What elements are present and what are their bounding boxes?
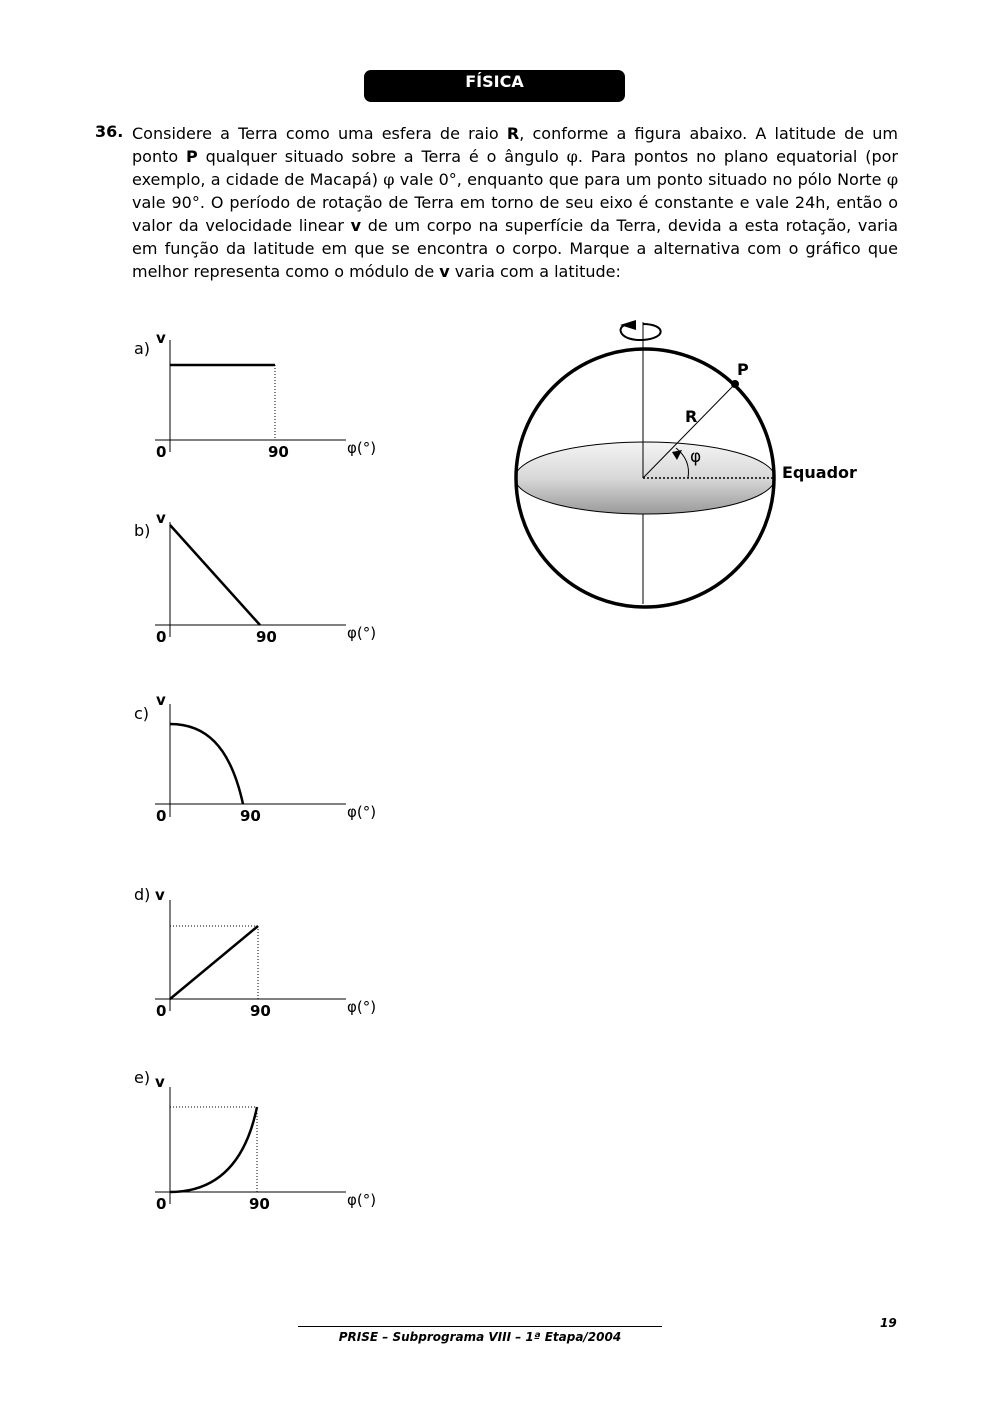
option-b-origin: 0 [156,628,167,646]
option-a-graph[interactable] [134,329,376,461]
option-d-curve [170,926,258,999]
option-c-curve [170,724,243,804]
option-e-origin: 0 [156,1195,167,1213]
radius-label: R [685,407,698,426]
option-c-ylabel: v [156,691,166,709]
page-number: 19 [880,1316,897,1330]
option-b-curve [170,525,260,625]
point-p-label: P [737,360,749,379]
option-b-graph[interactable] [134,509,376,646]
question-text: Considere a Terra como uma esfera de raio R, conforme a figura abaixo. A latitude de um ponto P qualquer situado sobre a Terra é o ângulo φ. Para pontos no plano equatorial (por exemplo, a cidade de Macapá) φ vale 0°, enquanto que para um ponto situado no pólo Norte φ vale 90°. O período de rotação de Terra em torno de seu eixo é constante e vale 24h, então o valor da velocidade linear v de um corpo na superfície da Terra, devida a esta rotação, varia em função da latitude em que se encontra o corpo. Marque a alternativa com o gráfico que melhor representa como o módulo de v varia com a latitude: [132,124,899,281]
option-b-ylabel: v [156,509,166,527]
option-b-letter: b) [134,521,151,540]
option-c-origin: 0 [156,807,167,825]
option-a-origin: 0 [156,443,167,461]
option-c-tick: 90 [240,807,261,825]
option-e-curve [170,1107,257,1192]
option-a-xlabel: φ(°) [347,439,377,457]
point-p-dot [731,380,739,388]
subject-header: FÍSICA [364,70,625,102]
option-d-origin: 0 [156,1002,167,1020]
option-a-ylabel: v [156,329,166,347]
option-c-graph[interactable] [134,691,376,825]
option-b-tick: 90 [256,628,277,646]
footer-divider [298,1326,662,1327]
option-c-xlabel: φ(°) [347,803,377,821]
option-a-tick: 90 [268,443,289,461]
option-d-ylabel: v [155,886,165,904]
equator-label: Equador [782,463,857,482]
option-a-letter: a) [134,339,151,358]
option-d-graph[interactable] [134,885,376,1020]
option-e-tick: 90 [249,1195,270,1213]
option-d-xlabel: φ(°) [347,998,377,1016]
question-number: 36. [95,122,124,141]
option-d-letter: d) [134,885,151,904]
option-b-xlabel: φ(°) [347,624,377,642]
option-e-xlabel: φ(°) [347,1191,377,1209]
option-d-tick: 90 [250,1002,271,1020]
angle-label: φ [690,447,702,467]
footer-text: PRISE – Subprograma VIII – 1ª Etapa/2004 [338,1330,622,1344]
option-e-letter: e) [134,1068,151,1087]
option-c-letter: c) [134,704,150,723]
option-e-graph[interactable] [134,1068,376,1213]
earth-sphere-diagram [515,320,857,607]
option-e-ylabel: v [155,1073,165,1091]
